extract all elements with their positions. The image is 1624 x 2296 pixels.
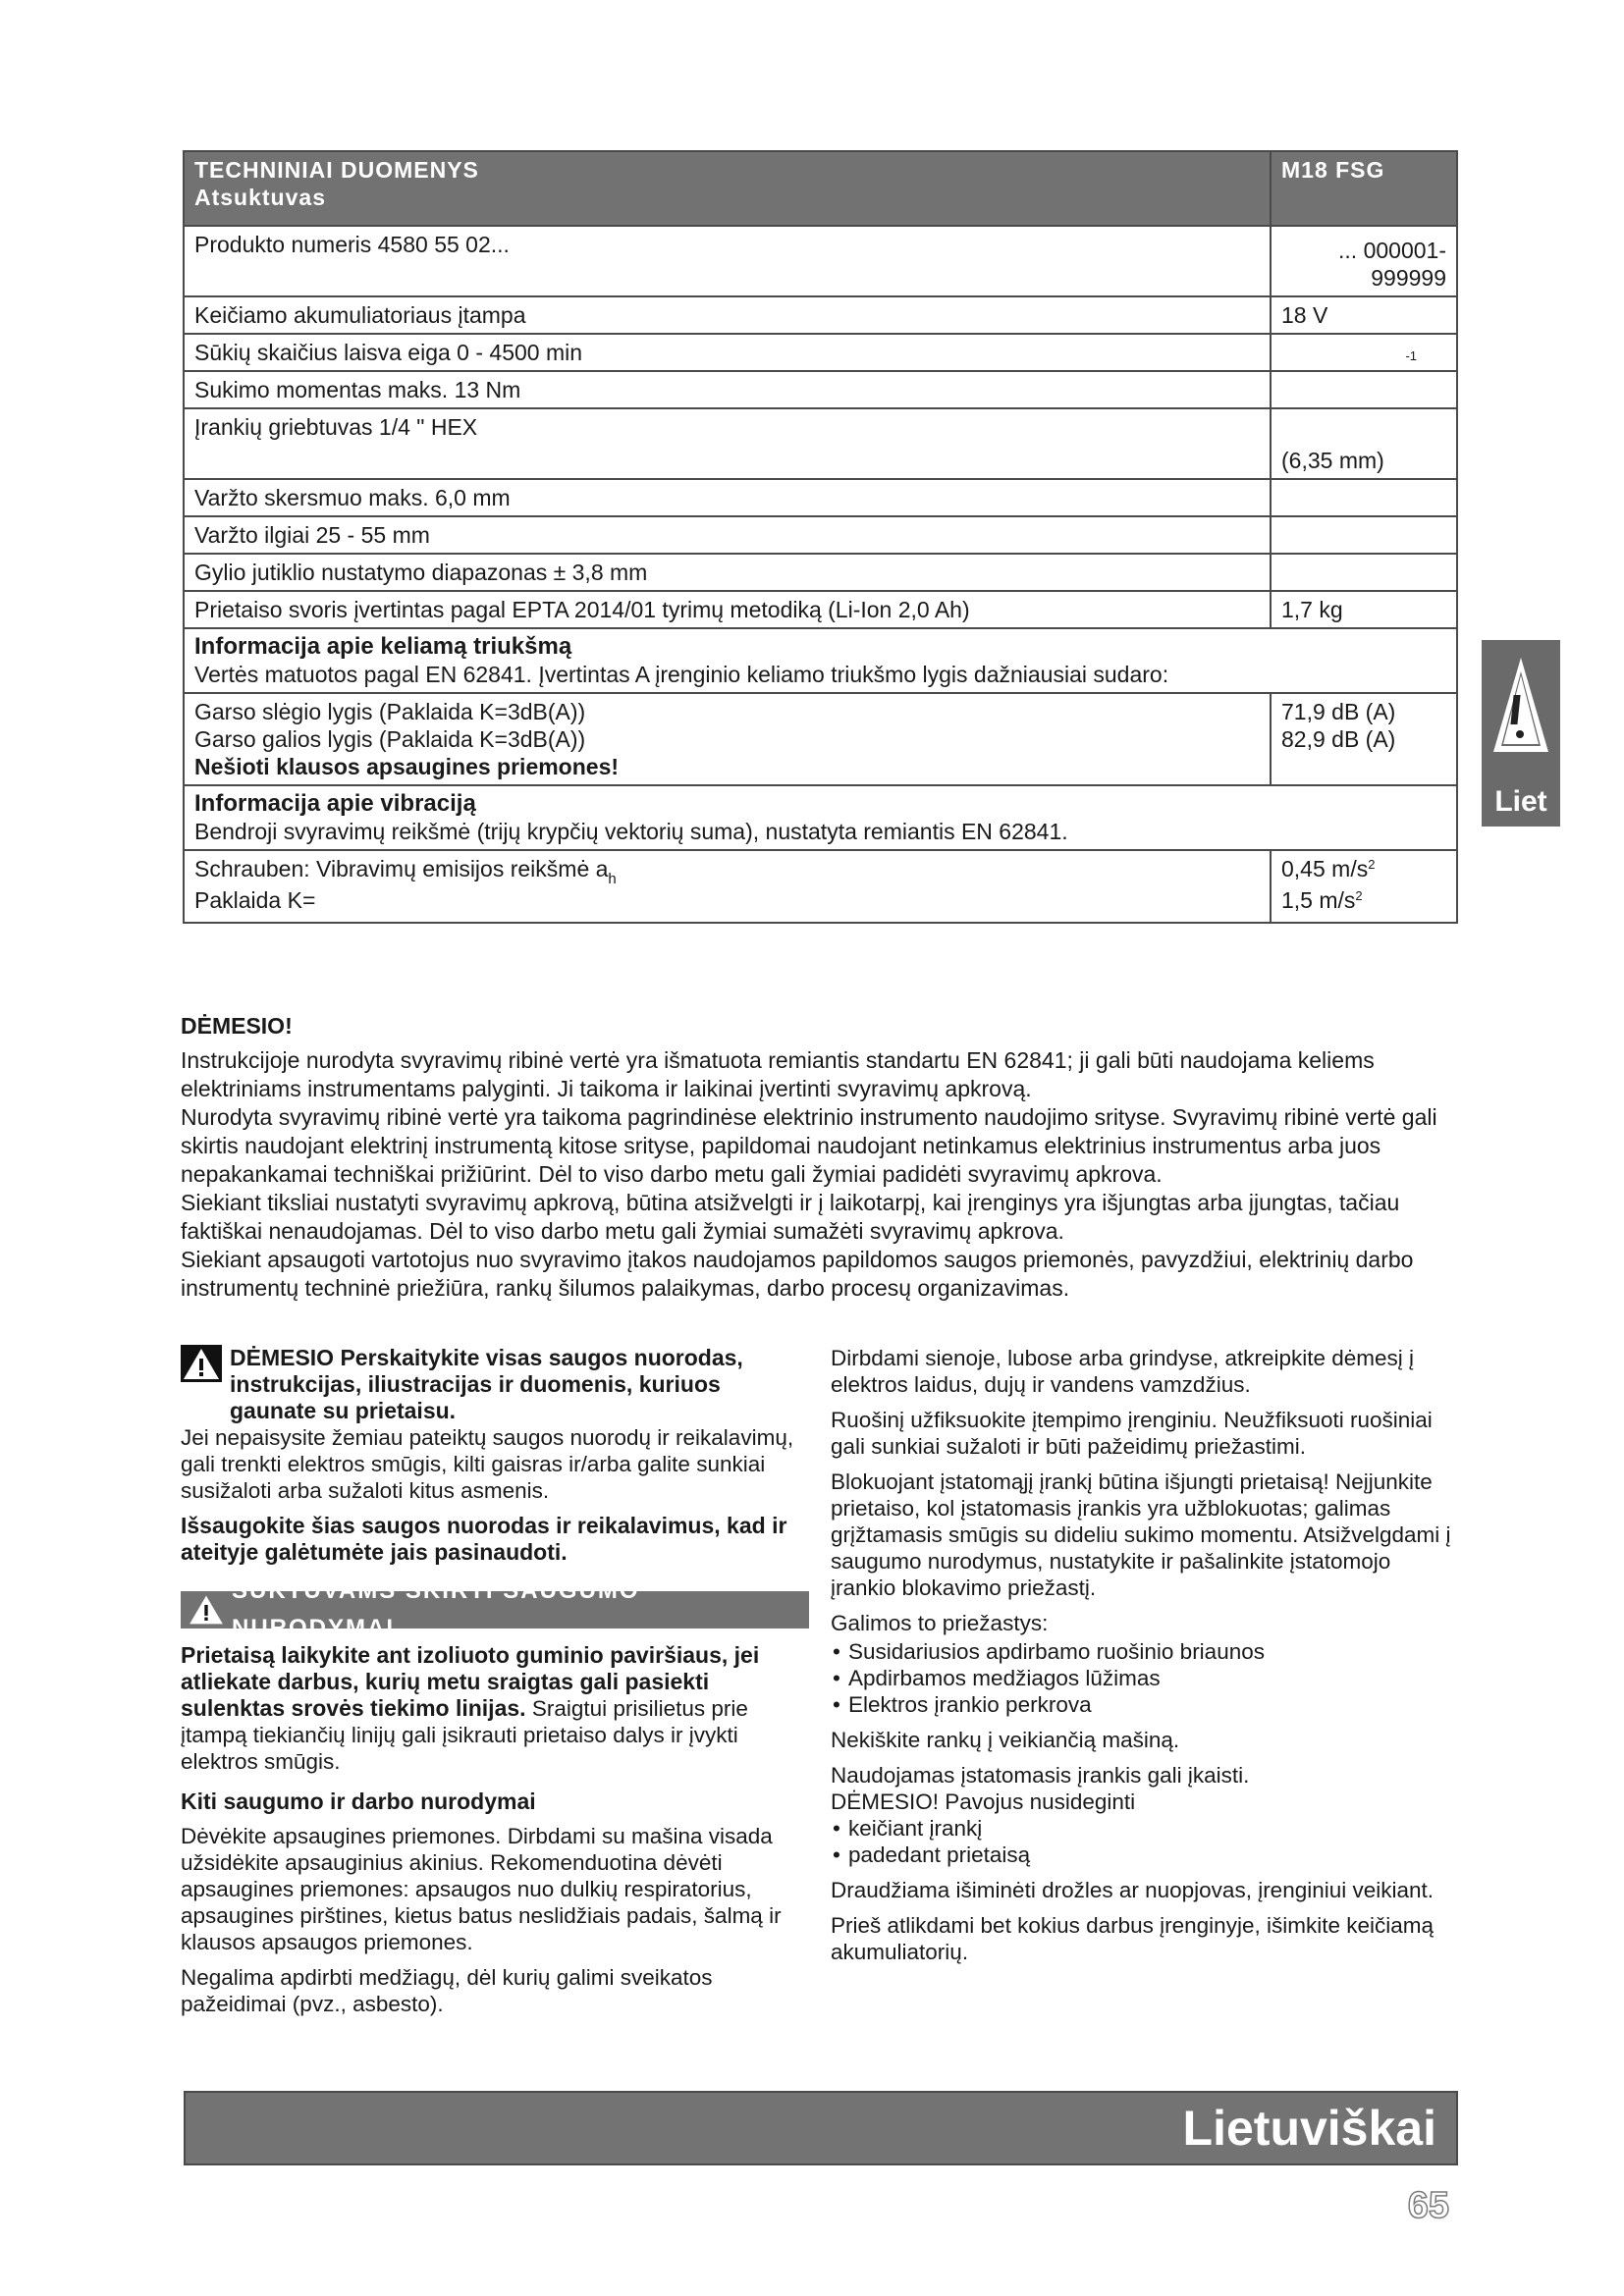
vibration-intro-cell: Informacija apie vibraciją Bendroji svyravimų reikšmė (trijų krypčių vektorių suma), nustatyta remiantis EN 62841.: [184, 785, 1457, 850]
right-column: [831, 1345, 1459, 1974]
noise-title-row: [184, 628, 1457, 693]
spec-label: Varžto skersmuo maks. 6,0 mm: [184, 479, 1271, 516]
section-band: [181, 1577, 809, 1641]
notice-paragraph: Instrukcijoje nurodyta svyravimų ribinė vertė yra išmatuota remiantis standartu EN 62841; ji gali būti naudojama keliems elektriniams instrumentams palyginti. Ji taikoma ir laikinai įvertinti svyravimų apkrovą.: [181, 1047, 1375, 1101]
spec-value: [1271, 554, 1457, 591]
technical-data-table: [183, 150, 1458, 924]
warning-triangle-icon: [1491, 654, 1550, 760]
table-row: [184, 334, 1457, 371]
spec-value: [1271, 516, 1457, 554]
notice-paragraph: Nurodyta svyravimų ribinė vertė yra taikoma pagrindinėse elektrinio instrumento naudojimo srityse. Svyravimų ribinė vertė gali skirtis naudojant elektrinį instrumentą kitose srityse, papildomai naudojant netinkamus elektrinius instrumentus arba juos nepakankamai techniškai prižiūrint. Dėl to viso darbo metu gali žymiai padidėti svyravimų apkrova.: [181, 1104, 1437, 1187]
section-band-title: SUKTUVAMS SKIRTI SAUGUMO NURODYMAI: [232, 1577, 640, 1641]
insulated-instruction: Prietaisą laikykite ant izoliuoto guminio paviršiaus, jei atliekate darbus, kurių metu sraigtas gali pasiekti sulenktas srovės tiekimo linijas. Sraigtui prisilietus prie įtampą tiekiančių linijų gali įsikrauti prietaiso dalys ir įvykti elektros smūgis.: [181, 1642, 760, 1774]
table-row: [184, 296, 1457, 334]
footer-language-label: Lietuviškai: [1182, 2101, 1436, 2156]
spec-value: (6,35 mm): [1271, 408, 1457, 479]
list-item: • Apdirbamos medžiagos lūžimas: [831, 1665, 1459, 1691]
list-item: • keičiant įrankį: [831, 1815, 1459, 1842]
table-row: [184, 554, 1457, 591]
language-footer-bar: [184, 2091, 1458, 2165]
table-row: [184, 371, 1457, 408]
burn-list: [831, 1815, 1459, 1868]
warning-icon: [189, 1594, 224, 1626]
vibration-notice: [181, 1012, 1457, 1303]
spec-label: Įrankių griebtuvas 1/4 " HEX: [184, 408, 1271, 479]
side-tab-label: Liet: [1494, 785, 1547, 818]
general-warning: [181, 1345, 809, 1424]
causes-list: [831, 1638, 1459, 1718]
paragraph: Draudžiama išiminėti drožles ar nuopjovas, įrenginiui veikiant.: [831, 1878, 1435, 1902]
language-side-tab: [1482, 640, 1560, 827]
list-item: • Elektros įrankio perkrova: [831, 1691, 1459, 1718]
other-instructions-heading: Kiti saugumo ir darbo nurodymai: [181, 1789, 536, 1814]
paragraph: Prieš atlikdami bet kokius darbus įrenginyje, išimkite keičiamą akumuliatorių.: [831, 1913, 1434, 1964]
notice-title: DĖMESIO!: [181, 1013, 293, 1039]
spec-label: Keičiamo akumuliatoriaus įtampa: [184, 296, 1271, 334]
spec-label: Gylio jutiklio nustatymo diapazonas ± 3,8 mm: [184, 554, 1271, 591]
noise-values: 71,9 dB (A) 82,9 dB (A): [1271, 693, 1457, 785]
table-row: [184, 408, 1457, 479]
vibration-labels: Schrauben: Vibravimų emisijos reikšmė $a_h$ Paklaida K=: [184, 850, 1271, 923]
spec-value: 18 V: [1271, 296, 1457, 334]
vibration-values: 0,45 $m/s^2$ 1,5 $m/s^2$: [1271, 850, 1457, 923]
paragraph: Ruošinį užfiksuokite įtempimo įrenginiu. Neužfiksuoti ruošiniai gali sunkiai sužaloti ir būti pažeidimų priežastimi.: [831, 1408, 1433, 1459]
spec-label: Sūkių skaičius laisva eiga 0 - 4500 min: [184, 334, 1271, 371]
paragraph: Nekiškite rankų į veikiančią mašiną.: [831, 1728, 1180, 1752]
noise-values-row: [184, 693, 1457, 785]
table-row: [184, 479, 1457, 516]
vibration-values-row: [184, 850, 1457, 923]
list-item: • Susidariusios apdirbamo ruošinio briaunos: [831, 1638, 1459, 1665]
warning-text: Jei nepaisysite žemiau pateiktų saugos nuorodų ir reikalavimų, gali trenkti elektros smūgis, kilti gaisras ir/arba galite sunkiai susižaloti arba sužaloti kitus asmenis.: [181, 1425, 794, 1503]
keep-instructions-text: Išsaugokite šias saugos nuorodas ir reikalavimus, kad ir ateityje galėtumėte jais pasinaudoti.: [181, 1513, 787, 1565]
table-header-model: M18 FSG: [1271, 151, 1457, 226]
notice-paragraph: Siekiant tiksliai nustatyti svyravimų apkrovą, būtina atsižvelgti ir į laikotarpį, kai įrenginys yra išjungtas arba įjungtas, tačiau faktiškai nenaudojamas. Dėl to viso darbo metu gali žymiai sumažėti svyravimų apkrova.: [181, 1190, 1400, 1244]
list-item: • padedant prietaisą: [831, 1842, 1459, 1868]
warning-bold-text: DĖMESIO Perskaitykite visas saugos nuorodas, instrukcijas, iliustracijas ir duomenis, kuriuos gaunate su prietaisu.: [230, 1345, 743, 1423]
table-row: [184, 591, 1457, 628]
left-column: [181, 1345, 809, 2026]
spec-value: -1: [1271, 334, 1457, 371]
spec-value: [1271, 371, 1457, 408]
spec-label: Prietaiso svoris įvertintas pagal EPTA 2014/01 tyrimų metodiką (Li-Ion 2,0 Ah): [184, 591, 1271, 628]
warning-icon: [181, 1345, 222, 1382]
ppe-text: Dėvėkite apsaugines priemones. Dirbdami su mašina visada užsidėkite apsauginius akinius. Rekomenduotina dėvėti apsaugines priemones: apsaugos nuo dulkių respiratorius, apsaugines pirštines, kietus batus neslidžiais padais, šalmą ir klausos apsaugos priemones.: [181, 1824, 782, 1954]
spec-value: ... 000001-999999: [1271, 226, 1457, 296]
causes-heading: Galimos to priežastys:: [831, 1611, 1049, 1635]
paragraph: Dirbdami sienoje, lubose arba grindyse, atkreipkite dėmesį į elektros laidus, dujų ir vandens vamzdžius.: [831, 1346, 1415, 1397]
spec-label: Sukimo momentas maks. 13 Nm: [184, 371, 1271, 408]
paragraph: Naudojamas įstatomasis įrankis gali įkaisti.: [831, 1763, 1250, 1788]
noise-labels: Garso slėgio lygis (Paklaida K=3dB(A)) Garso galios lygis (Paklaida K=3dB(A)) Nešioti klausos apsaugines priemones!: [184, 693, 1271, 785]
vibration-title-row: [184, 785, 1457, 850]
spec-label: Varžto ilgiai 25 - 55 mm: [184, 516, 1271, 554]
notice-paragraph: Siekiant apsaugoti vartotojus nuo svyravimo įtakos naudojamos papildomos saugos priemonės, pavyzdžiui, elektrinių darbo instrumentų techninė priežiūra, rankų šilumos palaikymas, darbo procesų organizavimas.: [181, 1247, 1414, 1301]
paragraph: Blokuojant įstatomąjį įrankį būtina išjungti prietaisą! Neįjunkite prietaiso, kol įstatomasis įrankis yra užblokuotas; galimas grįžtamasis smūgis su dideliu sukimo momentu. Atsižvelgdami į saugumo nurodymus, nustatykite ir pašalinkite įstatomojo įrankio blokavimo priežastį.: [831, 1469, 1451, 1600]
spec-value: [1271, 479, 1457, 516]
table-row: [184, 516, 1457, 554]
burn-warning-heading: DĖMESIO! Pavojus nusideginti: [831, 1789, 1136, 1814]
spec-value: 1,7 kg: [1271, 591, 1457, 628]
page-number: 65: [1407, 2185, 1449, 2226]
spec-label: Produkto numeris 4580 55 02...: [184, 226, 1271, 296]
table-header-title: TECHNINIAI DUOMENYS Atsuktuvas: [184, 151, 1271, 226]
table-header-row: [184, 151, 1457, 226]
table-row: [184, 226, 1457, 296]
materials-text: Negalima apdirbti medžiagų, dėl kurių galimi sveikatos pažeidimai (pvz., asbesto).: [181, 1965, 713, 2016]
noise-intro-cell: Informacija apie keliamą triukšmą Vertės matuotos pagal EN 62841. Įvertintas A įrenginio keliamo triukšmo lygis dažniausiai sudaro:: [184, 628, 1457, 693]
